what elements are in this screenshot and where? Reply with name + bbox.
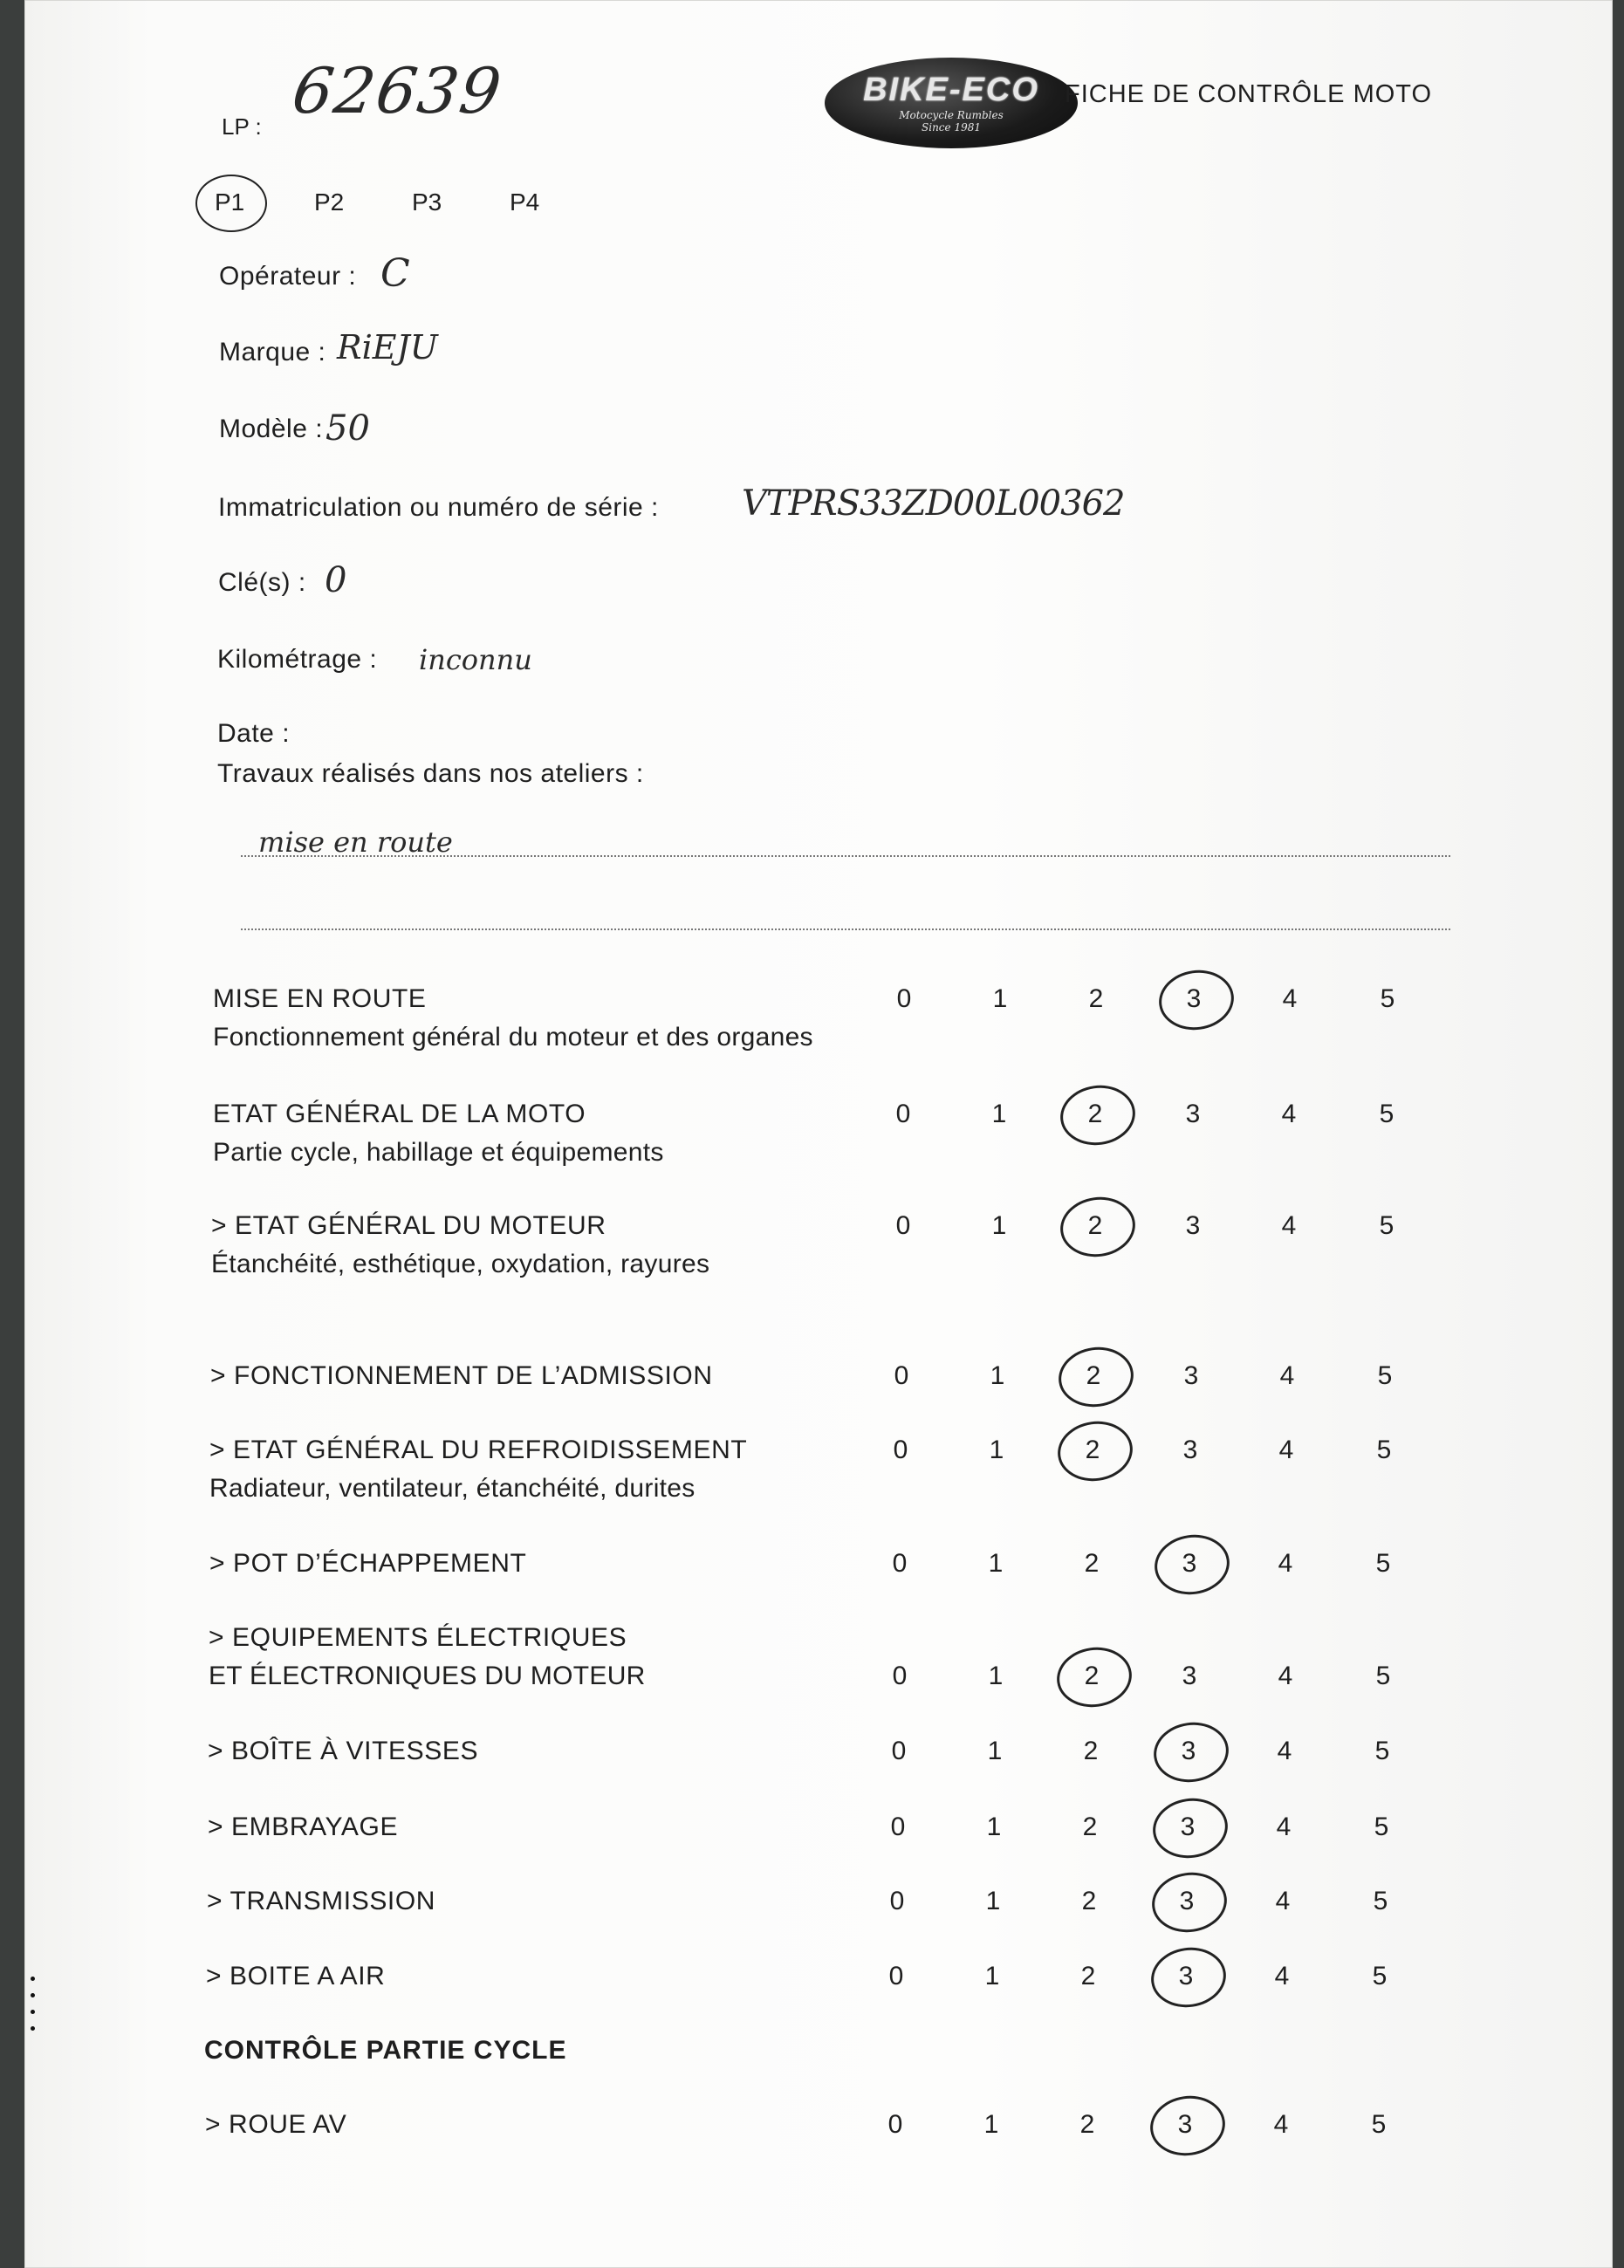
cycle-row-1-title: > ROUE AV [205,2110,347,2139]
cycle-row-1-score-4[interactable]: 4 [1273,2110,1289,2139]
rating-row-5-score-3[interactable]: 3 [1182,1435,1198,1464]
rating-row-10-score-0[interactable]: 0 [889,1887,905,1915]
rating-row-10-score-3[interactable]: 3 [1179,1887,1195,1915]
modele-value: 50 [325,408,370,449]
rating-row-5-subtitle: Radiateur, ventilateur, étanchéité, durites [209,1474,696,1503]
rating-row-3-subtitle: Étanchéité, esthétique, oxydation, rayures [211,1250,710,1278]
rating-row-11-score-0[interactable]: 0 [888,1962,904,1990]
rating-row-2-score-1[interactable]: 1 [991,1100,1007,1128]
cles-value: 0 [325,560,347,600]
rating-row-9-title: > EMBRAYAGE [208,1812,399,1841]
rating-row-5-score-0[interactable]: 0 [893,1435,908,1464]
logo-sub-text-1: Motocycle Rumbles [899,109,1004,121]
p-option-p1[interactable]: P1 [215,188,245,216]
rating-row-3-selected-circle [1057,1192,1140,1261]
marque-value: RiEJU [337,328,438,367]
rating-row-5-score-2[interactable]: 2 [1085,1435,1100,1464]
rating-row-7-title: > EQUIPEMENTS ÉLECTRIQUES [209,1623,627,1652]
rating-row-6-score-4[interactable]: 4 [1278,1549,1293,1578]
rating-row-1-score-4[interactable]: 4 [1282,984,1298,1013]
rating-row-11-score-3[interactable]: 3 [1178,1962,1194,1990]
rating-row-2-title: ETAT GÉNÉRAL DE LA MOTO [213,1100,586,1128]
lp-value: 62639 [288,54,507,127]
rating-row-2-score-0[interactable]: 0 [895,1100,911,1128]
immatriculation-label: Immatriculation ou numéro de série : [218,493,659,522]
p-option-selected-circle [195,175,267,232]
rating-row-10-score-5[interactable]: 5 [1373,1887,1388,1915]
rating-row-7-score-3[interactable]: 3 [1182,1662,1197,1690]
rating-row-1-title: MISE EN ROUTE [213,984,427,1013]
rating-row-9-score-0[interactable]: 0 [890,1812,906,1841]
rating-row-5-score-4[interactable]: 4 [1278,1435,1294,1464]
cycle-row-1-score-0[interactable]: 0 [887,2110,903,2139]
document-title: FICHE DE CONTRÔLE MOTO [1065,80,1433,108]
rating-row-5-title: > ETAT GÉNÉRAL DU REFROIDISSEMENT [209,1435,748,1464]
travaux-label: Travaux réalisés dans nos ateliers : [217,759,644,788]
rating-row-8-score-4[interactable]: 4 [1277,1737,1292,1765]
rating-row-11-score-1[interactable]: 1 [984,1962,1000,1990]
rating-row-3-score-0[interactable]: 0 [895,1211,911,1240]
rating-row-1-score-0[interactable]: 0 [896,984,912,1013]
rating-row-6-score-1[interactable]: 1 [988,1549,1004,1578]
rating-row-11-selected-circle [1148,1943,1230,2011]
rating-row-2-score-3[interactable]: 3 [1185,1100,1201,1128]
rating-row-10-title: > TRANSMISSION [207,1887,436,1915]
rating-row-11-score-4[interactable]: 4 [1274,1962,1290,1990]
rating-row-3-score-5[interactable]: 5 [1379,1211,1394,1240]
rating-row-3-score-1[interactable]: 1 [991,1211,1007,1240]
kilometrage-label: Kilométrage : [217,645,378,674]
rating-row-6-title: > POT D’ÉCHAPPEMENT [209,1549,527,1578]
date-label: Date : [217,719,291,748]
rating-row-2-score-4[interactable]: 4 [1281,1100,1297,1128]
bike-eco-logo [825,58,1078,148]
modele-label: Modèle : [219,415,324,443]
rating-row-9-score-5[interactable]: 5 [1374,1812,1389,1841]
cycle-row-1-selected-circle [1147,2091,1230,2160]
operateur-label: Opérateur : [219,262,357,291]
rating-row-4-score-4[interactable]: 4 [1279,1361,1295,1390]
rating-row-11-title: > BOITE A AIR [206,1962,386,1990]
rating-row-8-score-3[interactable]: 3 [1181,1737,1196,1765]
rating-row-4-score-2[interactable]: 2 [1086,1361,1101,1390]
immatriculation-value: VTPRS33ZD00L00362 [742,483,1125,524]
rating-row-4-title: > FONCTIONNEMENT DE L’ADMISSION [210,1361,713,1390]
p-option-p2[interactable]: P2 [314,188,345,216]
rating-row-8-score-1[interactable]: 1 [987,1737,1003,1765]
rating-row-6-score-5[interactable]: 5 [1375,1549,1391,1578]
rating-row-3-score-3[interactable]: 3 [1185,1211,1201,1240]
rating-row-7-score-0[interactable]: 0 [892,1662,908,1690]
logo-sub-text-2: Since 1981 [922,121,981,134]
rating-row-9-score-1[interactable]: 1 [986,1812,1002,1841]
cycle-row-1-score-1[interactable]: 1 [983,2110,999,2139]
rating-row-1-subtitle: Fonctionnement général du moteur et des organes [213,1023,813,1052]
cycle-row-1-score-2[interactable]: 2 [1079,2110,1095,2139]
rating-row-8-score-2[interactable]: 2 [1083,1737,1099,1765]
marque-label: Marque : [219,338,326,367]
rating-row-11-score-5[interactable]: 5 [1372,1962,1388,1990]
rating-row-5-score-1[interactable]: 1 [989,1435,1004,1464]
p-option-p3[interactable]: P3 [412,188,442,216]
rating-row-7-score-1[interactable]: 1 [988,1662,1004,1690]
rating-row-3-score-2[interactable]: 2 [1087,1211,1103,1240]
rating-row-2-score-2[interactable]: 2 [1087,1100,1103,1128]
travaux-value: mise en route [258,826,453,859]
rating-row-2-selected-circle [1057,1080,1140,1149]
rating-row-3-score-4[interactable]: 4 [1281,1211,1297,1240]
rating-row-11-score-2[interactable]: 2 [1080,1962,1096,1990]
kilometrage-value: inconnu [419,643,532,676]
binder-holes [31,1977,38,2046]
rating-row-7-selected-circle [1053,1642,1136,1711]
rating-row-2-subtitle: Partie cycle, habillage et équipements [213,1138,664,1167]
rating-row-6-score-3[interactable]: 3 [1182,1549,1197,1578]
rating-row-8-score-5[interactable]: 5 [1374,1737,1390,1765]
rating-row-10-selected-circle [1148,1867,1231,1936]
lp-label: LP : [222,113,262,140]
rating-row-4-score-3[interactable]: 3 [1183,1361,1199,1390]
rating-row-4-selected-circle [1055,1342,1138,1411]
rating-row-9-score-3[interactable]: 3 [1180,1812,1196,1841]
rating-row-9-score-2[interactable]: 2 [1082,1812,1098,1841]
cycle-row-1-score-5[interactable]: 5 [1371,2110,1387,2139]
rating-row-3-title: > ETAT GÉNÉRAL DU MOTEUR [211,1211,606,1240]
rating-row-6-score-2[interactable]: 2 [1084,1549,1100,1578]
rating-row-7-score-4[interactable]: 4 [1278,1662,1293,1690]
travaux-line-2 [241,928,1450,930]
cycle-row-1-score-3[interactable]: 3 [1177,2110,1193,2139]
rating-row-6-score-0[interactable]: 0 [892,1549,908,1578]
travaux-line-1 [241,855,1450,857]
form-sheet [24,0,1613,2268]
rating-row-7-subtitle: ET ÉLECTRONIQUES DU MOTEUR [209,1662,646,1690]
rating-row-8-score-0[interactable]: 0 [891,1737,907,1765]
rating-row-4-score-0[interactable]: 0 [894,1361,909,1390]
cles-label: Clé(s) : [218,568,306,597]
rating-row-1-score-1[interactable]: 1 [992,984,1008,1013]
rating-row-7-score-2[interactable]: 2 [1084,1662,1100,1690]
rating-row-5-selected-circle [1054,1416,1137,1485]
rating-row-8-title: > BOÎTE À VITESSES [208,1737,479,1765]
rating-row-6-selected-circle [1151,1530,1234,1599]
rating-row-10-score-2[interactable]: 2 [1081,1887,1097,1915]
rating-row-10-score-1[interactable]: 1 [985,1887,1001,1915]
rating-row-9-selected-circle [1149,1793,1232,1862]
logo-brand-text: BIKE-ECO [863,72,1039,108]
rating-row-8-selected-circle [1150,1717,1233,1786]
section-title-partie-cycle: CONTRÔLE PARTIE CYCLE [204,2036,567,2065]
rating-row-7-score-5[interactable]: 5 [1375,1662,1391,1690]
rating-row-10-score-4[interactable]: 4 [1275,1887,1291,1915]
rating-row-9-score-4[interactable]: 4 [1276,1812,1292,1841]
rating-row-1-score-5[interactable]: 5 [1380,984,1395,1013]
rating-row-1-selected-circle [1155,965,1238,1034]
rating-row-2-score-5[interactable]: 5 [1379,1100,1394,1128]
rating-row-4-score-1[interactable]: 1 [990,1361,1005,1390]
rating-row-1-score-3[interactable]: 3 [1186,984,1202,1013]
operateur-value: C [380,251,410,296]
rating-row-5-score-5[interactable]: 5 [1376,1435,1392,1464]
rating-row-1-score-2[interactable]: 2 [1088,984,1104,1013]
rating-row-4-score-5[interactable]: 5 [1377,1361,1393,1390]
p-option-p4[interactable]: P4 [510,188,540,216]
